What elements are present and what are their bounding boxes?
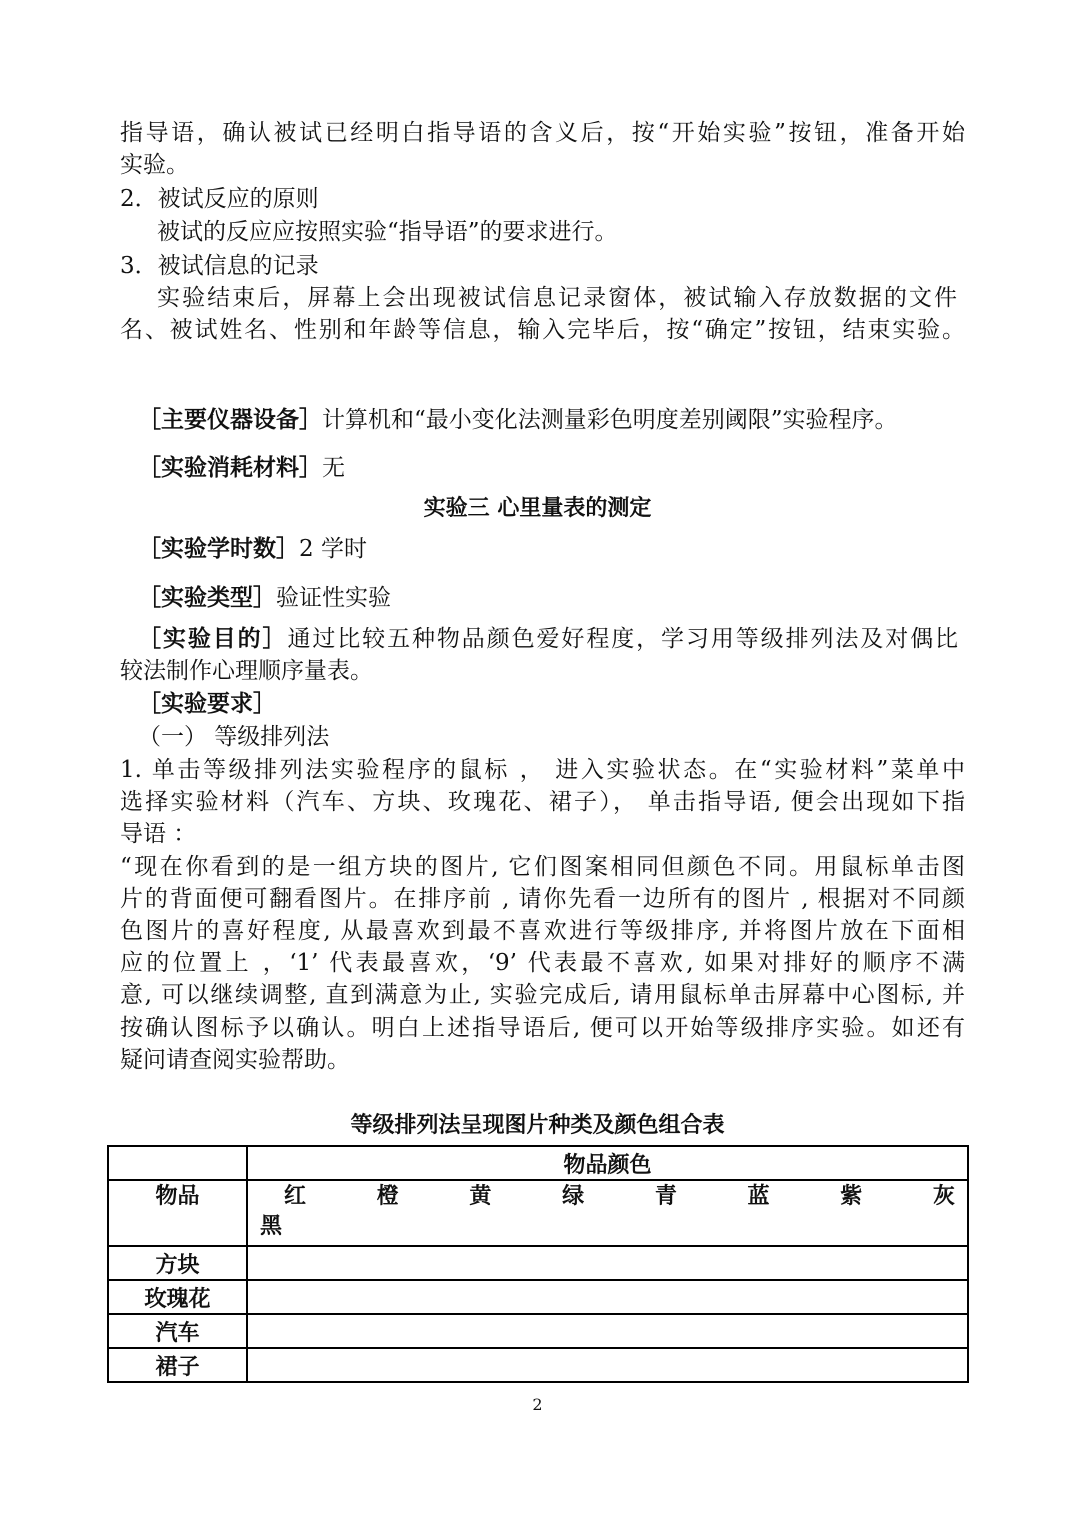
empty-cell: [247, 1280, 968, 1314]
purpose-label: ［实验目的］: [138, 626, 288, 652]
color-label: 黄: [469, 1184, 492, 1209]
color-label: 红: [284, 1184, 307, 1209]
quote-line: 意, 可以继续调整, 直到满意为止, 实验完成后, 请用鼠标单击屏幕中心图标, 并: [120, 982, 965, 1008]
purpose-line-2: 较法制作心理顺序量表。: [120, 658, 373, 684]
color-label: 蓝: [747, 1184, 770, 1209]
color-label: 绿: [562, 1184, 585, 1209]
hours-line: [138, 533, 983, 565]
color-header: 物品颜色: [247, 1146, 968, 1180]
list-heading: 3．被试信息的记录: [120, 253, 319, 279]
paragraph-line: 指导语，确认被试已经明白指导语的含义后，按“开始实验”按钮，准备开始: [120, 120, 965, 146]
table-row: [108, 1314, 968, 1348]
color-label-wrap: 黑: [260, 1214, 283, 1239]
requirements-label: ［实验要求］: [138, 691, 276, 717]
color-label: 灰: [932, 1184, 955, 1209]
type-text: 验证性实验: [276, 585, 391, 611]
paragraph-line: 实验结束后，屏幕上会出现被试信息记录窗体，被试输入存放数据的文件: [157, 285, 957, 311]
list-heading: 2．被试反应的原则: [120, 186, 319, 212]
table-row: [108, 1348, 968, 1382]
type-line: [138, 582, 983, 614]
equipment-line: [138, 404, 983, 436]
quote-line: “现在你看到的是一组方块的图片, 它们图案相同但颜色不同。用鼠标单击图: [120, 854, 965, 880]
item-name: 玫瑰花: [108, 1280, 247, 1314]
item-name: 方块: [108, 1246, 247, 1280]
quote-line: 按确认图标予以确认。明白上述指导语后, 便可以开始等级排序实验。如还有: [120, 1015, 965, 1041]
paragraph-line: 被试的反应应按照实验“指导语”的要求进行。: [157, 219, 618, 245]
table-corner-cell: [108, 1146, 247, 1180]
page-number: 2: [532, 1395, 543, 1414]
empty-cell: [247, 1246, 968, 1280]
empty-cell: [247, 1314, 968, 1348]
color-label: 橙: [376, 1184, 399, 1209]
item-name: 裙子: [108, 1348, 247, 1382]
type-label: ［实验类型］: [138, 585, 276, 611]
paragraph-line: 实验。: [120, 152, 189, 178]
paragraph-line: 名、被试姓名、性别和年龄等信息，输入完毕后，按“确定”按钮，结束实验。: [120, 317, 965, 343]
quote-line: 应的位置上 ，‘1’ 代表最喜欢，‘9’ 代表最不喜欢, 如果对排好的顺序不满: [120, 950, 965, 976]
quote-line: 色图片的喜好程度, 从最喜欢到最不喜欢进行等级排序, 并将图片放在下面相: [120, 918, 965, 944]
purpose-line: [138, 623, 958, 655]
section-heading: （一） 等级排列法: [138, 724, 330, 750]
table-colors-row: [108, 1180, 968, 1246]
step-line: 导语 ：: [120, 821, 197, 847]
table-caption: 等级排列法呈现图片种类及颜色组合表: [350, 1113, 725, 1138]
equipment-label: ［主要仪器设备］: [138, 407, 322, 433]
quote-line: 疑问请查阅实验帮助。: [120, 1047, 350, 1073]
purpose-text: 通过比较五种物品颜色爱好程度，学习用等级排列法及对偶比: [287, 626, 958, 652]
materials-text: 无: [322, 455, 345, 481]
step-line: 1. 单击等级排列法实验程序的鼠标 ， 进入实验状态。在“实验材料”菜单中: [120, 757, 965, 783]
equipment-text: 计算机和“最小变化法测量彩色明度差别阈限”实验程序。: [322, 407, 898, 433]
materials-line: [138, 452, 983, 484]
empty-cell: [247, 1348, 968, 1382]
table-header-row: [108, 1146, 968, 1180]
item-header: 物品: [108, 1180, 247, 1246]
color-label: 紫: [840, 1184, 863, 1209]
hours-label: ［实验学时数］: [138, 536, 299, 562]
table-row: [108, 1280, 968, 1314]
color-combination-table: [107, 1145, 969, 1383]
hours-text: 2 学时: [299, 536, 367, 562]
step-line: 选择实验材料（汽车、方块、玫瑰花、裙子）， 单击指导语, 便会出现如下指: [120, 789, 965, 815]
experiment-title: 实验三 心里量表的测定: [423, 496, 652, 521]
item-name: 汽车: [108, 1314, 247, 1348]
colors-cell: [247, 1180, 968, 1246]
color-label: 青: [654, 1184, 677, 1209]
materials-label: ［实验消耗材料］: [138, 455, 322, 481]
colors-list: [248, 1181, 967, 1213]
quote-line: 片的背面便可翻看图片。在排序前 , 请你先看一边所有的图片 , 根据对不同颜: [120, 886, 965, 912]
table-row: [108, 1246, 968, 1280]
